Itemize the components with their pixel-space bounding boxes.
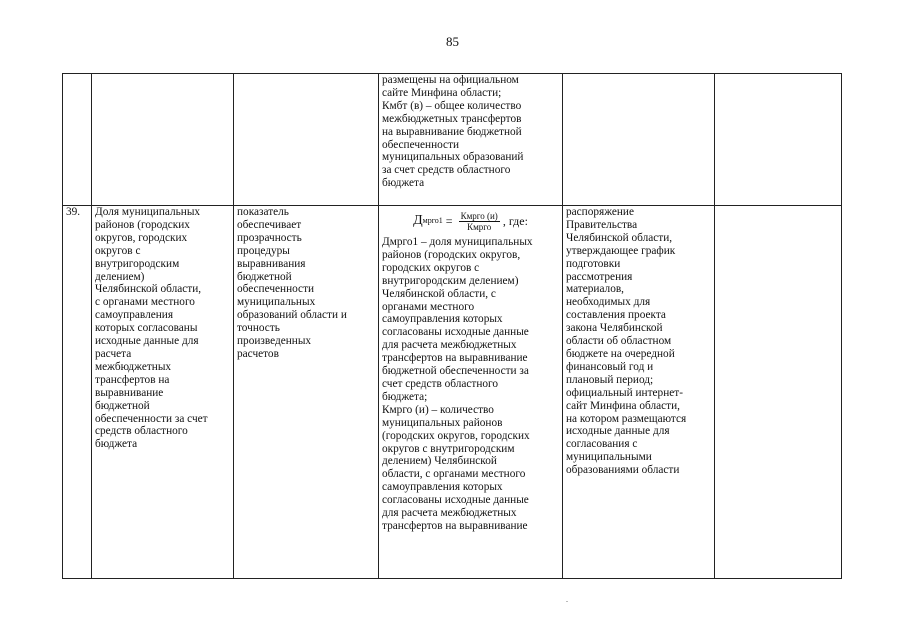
indicator-name-cell <box>92 74 234 206</box>
page-number: 85 <box>446 34 459 49</box>
indicator-purpose-cell <box>234 74 379 206</box>
indicator-purpose-text: показатель обеспечивает прозрачность процедуры выравнивания бюджетной обеспеченности муниципальных образований области и точность произведенных расчетов <box>237 206 347 360</box>
row-number-cell <box>63 206 92 579</box>
table-row <box>63 206 842 579</box>
formula-symbol: Д <box>413 212 423 228</box>
indicator-name-cell <box>92 206 234 579</box>
extra-cell <box>715 74 842 206</box>
extra-cell <box>715 206 842 579</box>
formula-fraction <box>459 211 500 232</box>
indicator-table <box>62 73 842 579</box>
row-number: 39. <box>66 206 81 218</box>
formula <box>382 206 559 236</box>
row-number-cell <box>63 74 92 206</box>
indicator-name-text: Доля муниципальных районов (городских округов, городских округов с внутригородским делением) Челябинской области, с органами местного самоуправления которых согласованы исходные данные для расчета межбюджетных трансфертов на выравнивание бюджетной обеспеченности за счет средств областного бюджета <box>95 206 208 451</box>
table-row <box>63 74 842 206</box>
formula-denominator: Кмрго <box>467 221 492 232</box>
formula-suffix: , где: <box>502 213 528 228</box>
data-source-cell <box>563 74 715 206</box>
formula-equals: = <box>445 213 453 228</box>
indicator-purpose-cell <box>234 206 379 579</box>
formula-symbol-subscript: мрго1 <box>422 215 443 225</box>
data-source-cell <box>563 206 715 579</box>
calculation-method-cell <box>379 74 563 206</box>
scan-artifact <box>566 601 568 602</box>
data-source-text: распоряжение Правительства Челябинской области, утверждающее график подготовки рассмотрения материалов, необходимых для составления проекта закона Челябинской области об областном бюджете на очередной финансовый год и плановый период; официальный интернет- сайт Минфина области, на котором размещаются исходные данные для согласования с муниципальными образованиями области <box>566 206 687 477</box>
calculation-method-cell <box>379 206 563 579</box>
formula-numerator: Кмрго (и) <box>460 210 498 221</box>
calculation-method-text: размещены на официальном сайте Минфина области; Кмбт (в) – общее количество межбюджетных трансфертов на выравнивание бюджетной обеспеченности муниципальных образований за счет средств областного бюджета <box>382 74 524 190</box>
calculation-method-text: Дмрго1 – доля муниципальных районов (городских округов, городских округов с внутригородским делением) Челябинской области, с органами местного самоуправления которых согласованы исходные данные для расчета межбюджетных трансфертов на выравнивание бюджетной обеспеченности за счет средств областного бюджета; Кмрго (и) – количество муниципальных районов (городских округов, городских округов с внутригородским делением) Челябинской области, с органами местного самоуправления которых согласованы исходные данные для расчета межбюджетных трансфертов на выравнивание <box>382 236 533 532</box>
